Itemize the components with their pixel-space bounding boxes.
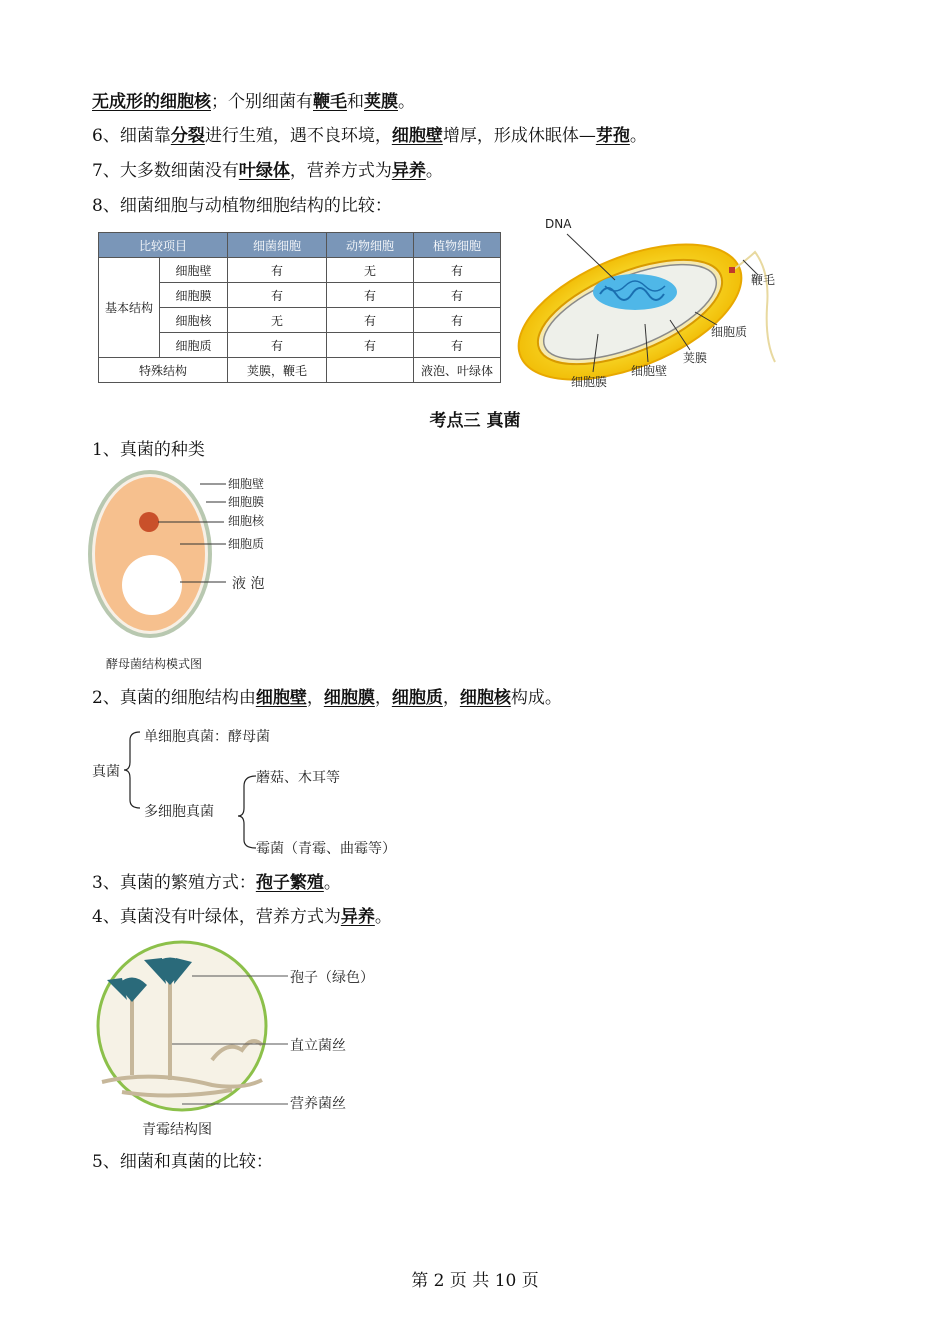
text-line-8: 8、细菌细胞与动植物细胞结构的比较：: [92, 196, 392, 216]
fungi-classification-tree: [88, 720, 448, 862]
yeast-diagram: [88, 470, 288, 676]
table-row: 细胞膜 有 有 有: [99, 283, 501, 308]
yeast-nucleus-label: 细胞核: [228, 514, 265, 528]
text-fungi-4: 4、真菌没有叶绿体，营养方式为异养。: [92, 907, 392, 927]
bacteria-diagram: [505, 212, 795, 392]
text-line-7: 7、大多数细菌没有叶绿体，营养方式为异养。: [92, 161, 443, 181]
table-header: 细菌细胞: [228, 233, 327, 258]
yeast-caption: 酵母菌结构模式图: [106, 657, 203, 671]
tree-multi-b: 霉菌（青霉、曲霉等）: [256, 841, 396, 857]
tree-multi: 多细胞真菌: [144, 804, 214, 820]
table-header: 比较项目: [99, 233, 228, 258]
vegetative-hyphae-label: 营养菌丝: [290, 1096, 346, 1112]
mold-caption: 青霉结构图: [142, 1122, 212, 1138]
text-fungi-3: 3、真菌的繁殖方式：孢子繁殖。: [92, 873, 341, 893]
table-row: 细胞核 无 有 有: [99, 308, 501, 333]
table-row: 特殊结构 荚膜，鞭毛 液泡、叶绿体: [99, 358, 501, 383]
tree-multi-a: 蘑菇、木耳等: [256, 770, 340, 786]
keyword: 无成形的细胞核: [92, 92, 211, 112]
keyword: 分裂: [170, 126, 205, 146]
cell-membrane-label: 细胞膜: [571, 375, 608, 389]
cell-wall-label: 细胞壁: [631, 364, 668, 378]
keyword: 叶绿体: [238, 161, 290, 181]
text-line-1: 无成形的细胞核；个别细菌有鞭毛和荚膜。: [92, 92, 415, 112]
table-row: 细胞质 有 有 有: [99, 333, 501, 358]
penicillium-diagram: [92, 940, 382, 1140]
keyword: 鞭毛: [313, 92, 347, 112]
yeast-membrane-label: 细胞膜: [228, 495, 265, 509]
comparison-table: [98, 232, 501, 383]
table-header: 植物细胞: [414, 233, 501, 258]
cytoplasm-label: 细胞质: [711, 325, 748, 339]
section-title: 考点三 真菌: [429, 411, 521, 431]
table-row: 基本结构 细胞壁 有 无 有: [99, 258, 501, 283]
capsule-label: 荚膜: [683, 351, 708, 365]
dna-label: DNA: [545, 217, 572, 231]
yeast-vacuole-label: 液 泡: [232, 576, 265, 592]
keyword: 芽孢: [595, 126, 630, 146]
flagellum-label: 鞭毛: [751, 273, 776, 287]
keyword: 细胞壁: [391, 126, 443, 146]
text-line-6: 6、细菌靠分裂进行生殖，遇不良环境，细胞壁增厚，形成休眠体—芽孢。: [92, 126, 647, 146]
page-footer: 第 2 页 共 10 页: [411, 1271, 539, 1291]
aerial-hyphae-label: 直立菌丝: [290, 1038, 346, 1054]
text-fungi-5: 5、细菌和真菌的比较：: [92, 1152, 273, 1172]
tree-root: 真菌: [92, 764, 120, 780]
yeast-wall-label: 细胞壁: [228, 477, 265, 491]
keyword: 荚膜: [364, 92, 398, 112]
text-fungi-2: 2、真菌的细胞结构由细胞壁，细胞膜，细胞质，细胞核构成。: [92, 688, 562, 708]
yeast-cytoplasm-label: 细胞质: [228, 537, 265, 551]
table-header: 动物细胞: [327, 233, 414, 258]
tree-single: 单细胞真菌：酵母菌: [144, 729, 270, 745]
spore-label: 孢子（绿色）: [290, 970, 374, 986]
text-fungi-1: 1、真菌的种类: [92, 440, 205, 460]
keyword: 异养: [391, 161, 426, 181]
dna-blob: [593, 274, 677, 310]
